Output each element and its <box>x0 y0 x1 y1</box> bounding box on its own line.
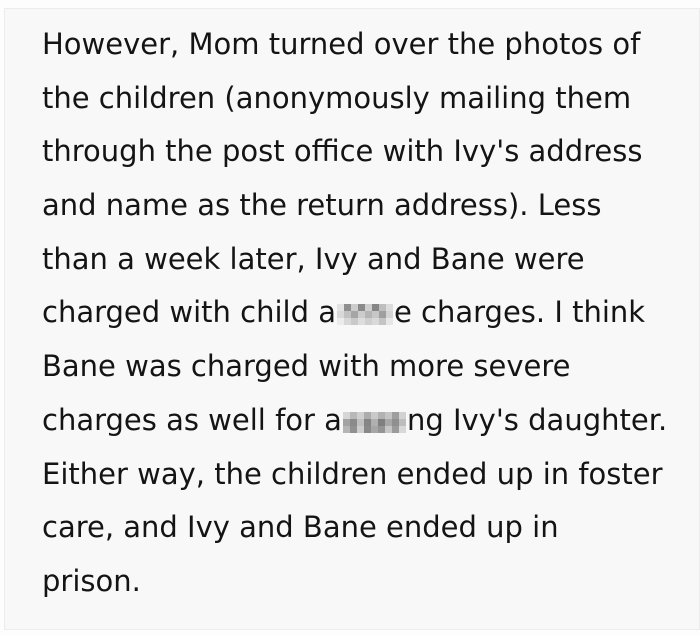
pixelation-cell <box>351 304 358 311</box>
post-text-card <box>4 8 700 630</box>
text-line: through the post office with Ivy's address <box>42 134 643 169</box>
pixelation-cell <box>371 412 378 419</box>
pixelation-cell <box>364 426 371 433</box>
text-line: care, and Ivy and Bane ended up in <box>42 510 559 545</box>
pixelation-cell <box>392 419 399 426</box>
pixelation-cell <box>350 419 357 426</box>
pixelation-cell <box>358 304 365 311</box>
pixelation-cell <box>365 311 372 318</box>
text-line: Either way, the children ended up in foster <box>42 456 663 491</box>
pixelation-cell <box>357 426 364 433</box>
pixelation-cell <box>379 318 386 325</box>
pixelation-cell <box>399 412 406 419</box>
pixelation-cell <box>379 304 386 311</box>
pixelation-cell <box>385 412 392 419</box>
pixelation-cell <box>378 412 385 419</box>
text-line: Bane was charged with more severe <box>42 349 571 384</box>
text-line: prison. <box>42 563 141 598</box>
text-line: However, Mom turned over the photos of <box>42 27 641 61</box>
pixelation-cell <box>392 412 399 419</box>
pixelation-cell <box>344 311 351 318</box>
text-line: than a week later, Ivy and Bane were <box>42 241 585 276</box>
text-line: and name as the return address). Less <box>42 188 602 223</box>
post-body-text <box>42 18 693 609</box>
pixelation-cell <box>357 419 364 426</box>
pixelation-cell <box>337 304 344 311</box>
pixelation-cell <box>386 311 393 318</box>
pixelation-cell <box>399 419 406 426</box>
pixelation-cell <box>379 311 386 318</box>
pixelation-cell <box>357 412 364 419</box>
pixelation-row <box>337 304 393 311</box>
pixelation-cell <box>399 426 406 433</box>
pixelation-cell <box>343 412 350 419</box>
pixelation-cell <box>358 311 365 318</box>
pixelation-cell <box>385 419 392 426</box>
pixelation-cell <box>385 426 392 433</box>
pixelation-cell <box>350 426 357 433</box>
pixelation-cell <box>372 311 379 318</box>
text-line: the children (anonymously mailing them <box>42 80 632 115</box>
pixelation-cell <box>358 318 365 325</box>
pixelation-row <box>337 318 393 325</box>
pixelation-cell <box>364 412 371 419</box>
pixelated-censor-block <box>343 412 406 433</box>
pixelated-censor-block <box>337 304 393 325</box>
pixelation-cell <box>350 412 357 419</box>
pixelation-cell <box>337 318 344 325</box>
pixelation-cell <box>378 419 385 426</box>
text-line: charges as well for a ng Ivy's daughter. <box>42 402 668 437</box>
pixelation-cell <box>351 318 358 325</box>
pixelation-row <box>337 311 393 318</box>
pixelation-cell <box>343 426 350 433</box>
pixelation-cell <box>378 426 385 433</box>
pixelation-cell <box>372 304 379 311</box>
pixelation-cell <box>344 304 351 311</box>
pixelation-cell <box>371 419 378 426</box>
pixelation-cell <box>386 304 393 311</box>
pixelation-cell <box>344 318 351 325</box>
pixelation-cell <box>371 426 378 433</box>
pixelation-row <box>343 426 406 433</box>
text-line: charged with child a e charges. I think <box>42 295 646 330</box>
pixelation-cell <box>365 304 372 311</box>
pixelation-cell <box>365 318 372 325</box>
pixelation-row <box>343 412 406 419</box>
pixelation-cell <box>364 419 371 426</box>
pixelation-cell <box>392 426 399 433</box>
pixelation-row <box>343 419 406 426</box>
pixelation-cell <box>351 311 358 318</box>
pixelation-cell <box>337 311 344 318</box>
pixelation-cell <box>386 318 393 325</box>
pixelation-cell <box>343 419 350 426</box>
pixelation-cell <box>372 318 379 325</box>
